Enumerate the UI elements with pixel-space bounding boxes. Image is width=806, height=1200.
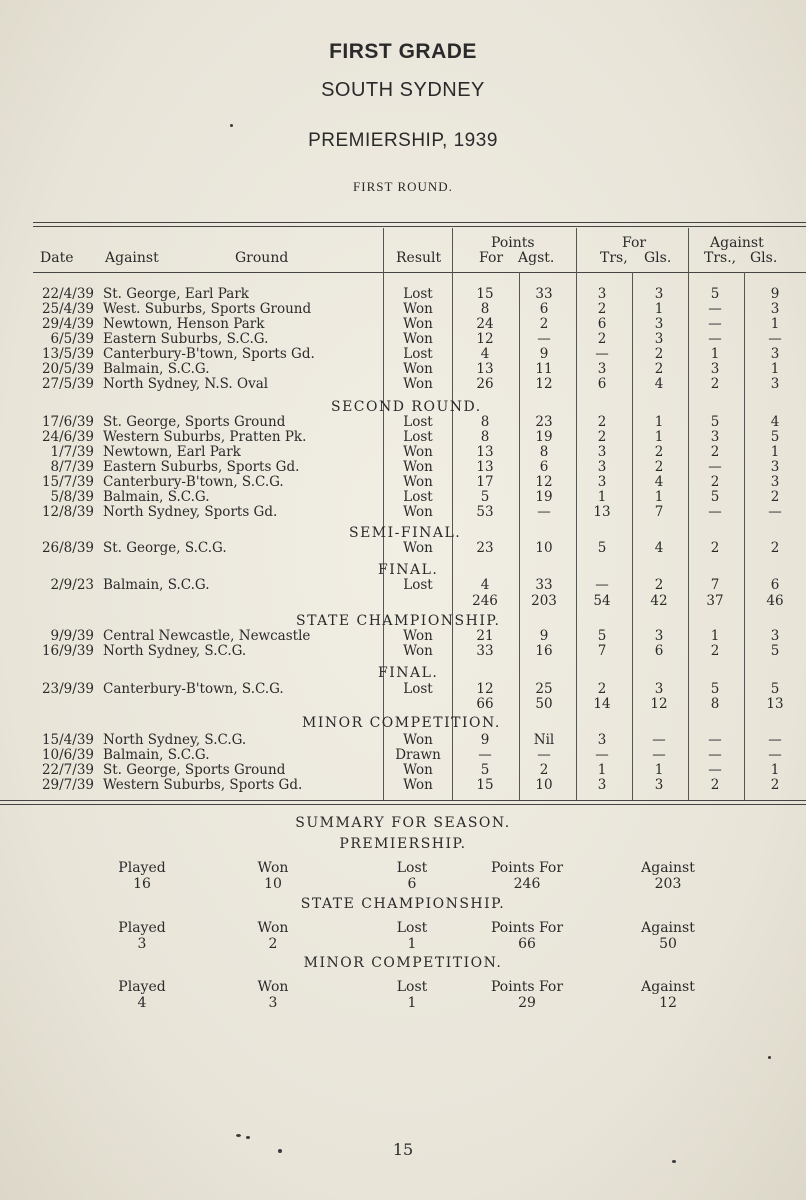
page-title: FIRST GRADE — [329, 40, 477, 63]
cell-fg: 3 — [654, 331, 664, 347]
cell-ag: 4 — [770, 414, 780, 430]
cell-ft: 1 — [597, 489, 607, 505]
table-row — [0, 302, 806, 317]
cell-date: 22/7/39 — [41, 762, 94, 778]
section-second-round: SECOND ROUND. — [331, 399, 482, 415]
cell-ag: 3 — [770, 474, 780, 490]
cell-date: 22/4/39 — [41, 286, 94, 302]
cell-result: Won — [403, 732, 433, 748]
cell-pa: 2 — [539, 316, 549, 332]
cell-at: — — [708, 459, 722, 475]
state-total-pa: 50 — [535, 696, 553, 712]
cell-pf: 15 — [476, 286, 494, 302]
cell-date: 25/4/39 — [41, 301, 94, 317]
cell-ft: 3 — [597, 361, 607, 377]
cell-pf: — — [478, 747, 492, 763]
cell-fg: — — [652, 732, 666, 748]
cell-pa: 19 — [535, 429, 553, 445]
header-against-group: Against — [710, 235, 764, 251]
cell-date: 29/4/39 — [41, 316, 94, 332]
cell-ag: 1 — [770, 361, 780, 377]
cell-pf: 12 — [476, 331, 494, 347]
cell-ft: 5 — [597, 628, 607, 644]
cell-match: West. Suburbs, Sports Ground — [103, 301, 312, 317]
cell-at: 2 — [710, 777, 720, 793]
table-row — [0, 505, 806, 520]
paper-speck — [230, 124, 233, 127]
cell-date: 15/7/39 — [41, 474, 94, 490]
cell-match: Canterbury-B'town, Sports Gd. — [103, 346, 315, 362]
header-points: Points — [491, 235, 535, 251]
cell-result: Won — [403, 777, 433, 793]
cell-match: St. George, S.C.G. — [103, 540, 227, 556]
cell-pa: Nil — [533, 732, 555, 748]
header-rule — [33, 272, 806, 273]
cell-date: 17/6/39 — [41, 414, 94, 430]
cell-ft: 2 — [597, 681, 607, 697]
cell-pa: 10 — [535, 777, 553, 793]
cell-ft: 2 — [597, 429, 607, 445]
cell-pa: 9 — [539, 628, 549, 644]
state-lost: Lost 1 — [396, 920, 428, 952]
cell-ag: 3 — [770, 301, 780, 317]
cell-ft: 2 — [597, 414, 607, 430]
state-total-at: 8 — [710, 696, 720, 712]
cell-date: 29/7/39 — [41, 777, 94, 793]
competition-title: PREMIERSHIP, 1939 — [308, 130, 498, 151]
cell-ft: 6 — [597, 316, 607, 332]
table-top-rule — [33, 222, 806, 223]
total-pf: 246 — [472, 593, 498, 609]
section-semi-final: SEMI-FINAL. — [349, 525, 462, 541]
cell-ft: 3 — [597, 732, 607, 748]
cell-result: Won — [403, 540, 433, 556]
cell-result: Lost — [403, 489, 433, 505]
cell-fg: 3 — [654, 628, 664, 644]
cell-ag: 1 — [770, 444, 780, 460]
table-row — [0, 541, 806, 556]
cell-at: — — [708, 732, 722, 748]
minor-played: Played 4 — [118, 979, 166, 1011]
cell-pf: 13 — [476, 444, 494, 460]
cell-fg: 2 — [654, 361, 664, 377]
cell-result: Won — [403, 628, 433, 644]
table-row — [0, 362, 806, 377]
cell-match: Eastern Suburbs, Sports Gd. — [103, 459, 300, 475]
cell-match: Newtown, Earl Park — [103, 444, 241, 460]
state-total-pf: 66 — [476, 696, 494, 712]
cell-fg: 2 — [654, 346, 664, 362]
round-title: FIRST ROUND. — [353, 179, 453, 194]
summary-title: SUMMARY FOR SEASON. — [295, 815, 511, 831]
paper-speck — [278, 1149, 282, 1153]
cell-pa: 12 — [535, 474, 553, 490]
cell-ag: — — [768, 747, 782, 763]
cell-match: Western Suburbs, Pratten Pk. — [103, 429, 307, 445]
prem-points-for: Points For 246 — [490, 860, 564, 892]
cell-ft: 3 — [597, 286, 607, 302]
cell-pa: — — [537, 747, 551, 763]
state-total-ft: 14 — [593, 696, 611, 712]
cell-result: Won — [403, 376, 433, 392]
cell-at: 5 — [710, 489, 720, 505]
paper-speck — [236, 1134, 241, 1137]
prem-against: Against 203 — [641, 860, 695, 892]
cell-match: North Sydney, N.S. Oval — [103, 376, 269, 392]
cell-pf: 21 — [476, 628, 494, 644]
header-result: Result — [396, 250, 442, 266]
total-ft: 54 — [593, 593, 611, 609]
header-against: Against — [105, 250, 159, 266]
cell-at: 5 — [710, 286, 720, 302]
prem-won: Won 10 — [257, 860, 289, 892]
table-row — [0, 430, 806, 445]
cell-pf: 26 — [476, 376, 494, 392]
cell-at: 2 — [710, 444, 720, 460]
cell-match: Canterbury-B'town, S.C.G. — [103, 681, 284, 697]
cell-pa: — — [537, 331, 551, 347]
table-row — [0, 377, 806, 392]
cell-at: 1 — [710, 628, 720, 644]
cell-fg: 1 — [654, 429, 664, 445]
table-row — [0, 629, 806, 644]
cell-pa: 10 — [535, 540, 553, 556]
cell-result: Lost — [403, 286, 433, 302]
cell-pa: 9 — [539, 346, 549, 362]
minor-against: Against 12 — [641, 979, 695, 1011]
minor-won: Won 3 — [257, 979, 289, 1011]
cell-pa: 33 — [535, 286, 553, 302]
paper-speck — [672, 1160, 676, 1163]
cell-date: 24/6/39 — [41, 429, 94, 445]
cell-ag: — — [768, 331, 782, 347]
paper-speck — [246, 1136, 250, 1139]
state-total-ag: 13 — [766, 696, 784, 712]
cell-date: 5/8/39 — [50, 489, 94, 505]
cell-date: 9/9/39 — [50, 628, 94, 644]
table-row — [0, 644, 806, 659]
cell-at: — — [708, 301, 722, 317]
header-date: Date — [40, 250, 74, 266]
cell-date: 16/9/39 — [41, 643, 94, 659]
cell-ag: 2 — [770, 540, 780, 556]
cell-pf: 5 — [480, 762, 490, 778]
cell-match: Eastern Suburbs, S.C.G. — [103, 331, 269, 347]
cell-result: Lost — [403, 414, 433, 430]
section-minor-competition: MINOR COMPETITION. — [302, 715, 501, 731]
cell-pf: 8 — [480, 414, 490, 430]
premiership-totals-row — [0, 594, 806, 609]
header-for-gls: Gls. — [644, 250, 672, 266]
state-totals-row — [0, 697, 806, 712]
cell-ft: — — [595, 346, 609, 362]
cell-result: Lost — [403, 346, 433, 362]
cell-pf: 53 — [476, 504, 494, 520]
cell-pf: 15 — [476, 777, 494, 793]
cell-pf: 4 — [480, 577, 490, 593]
cell-pa: 11 — [535, 361, 553, 377]
cell-result: Won — [403, 444, 433, 460]
cell-pa: 2 — [539, 762, 549, 778]
cell-ag: 3 — [770, 628, 780, 644]
cell-match: St. George, Sports Ground — [103, 414, 286, 430]
cell-date: 15/4/39 — [41, 732, 94, 748]
cell-at: 5 — [710, 681, 720, 697]
cell-match: Western Suburbs, Sports Gd. — [103, 777, 303, 793]
cell-pf: 5 — [480, 489, 490, 505]
table-row — [0, 682, 806, 697]
cell-pa: 23 — [535, 414, 553, 430]
cell-at: 2 — [710, 376, 720, 392]
summary-state-title: STATE CHAMPIONSHIP. — [300, 896, 506, 912]
cell-ag: 1 — [770, 316, 780, 332]
total-ag: 46 — [766, 593, 784, 609]
cell-ag: 1 — [770, 762, 780, 778]
cell-result: Lost — [403, 681, 433, 697]
cell-ag: 3 — [770, 346, 780, 362]
cell-pa: — — [537, 504, 551, 520]
cell-fg: 2 — [654, 459, 664, 475]
cell-result: Lost — [403, 577, 433, 593]
cell-match: Balmain, S.C.G. — [103, 747, 210, 763]
section-state-championship: STATE CHAMPIONSHIP. — [296, 613, 501, 629]
cell-pa: 33 — [535, 577, 553, 593]
cell-at: 2 — [710, 643, 720, 659]
cell-fg: 3 — [654, 286, 664, 302]
table-row — [0, 332, 806, 347]
cell-pf: 8 — [480, 301, 490, 317]
table-row — [0, 287, 806, 302]
cell-ag: — — [768, 504, 782, 520]
cell-ag: 9 — [770, 286, 780, 302]
cell-ag: 5 — [770, 681, 780, 697]
cell-ft: 3 — [597, 444, 607, 460]
cell-fg: 1 — [654, 414, 664, 430]
prem-lost: Lost 6 — [396, 860, 428, 892]
cell-pf: 9 — [480, 732, 490, 748]
minor-lost: Lost 1 — [396, 979, 428, 1011]
cell-ag: 3 — [770, 459, 780, 475]
cell-fg: 3 — [654, 316, 664, 332]
total-fg: 42 — [650, 593, 668, 609]
cell-date: 13/5/39 — [41, 346, 94, 362]
header-points-for: For — [479, 250, 504, 266]
cell-fg: 1 — [654, 489, 664, 505]
cell-at: 2 — [710, 474, 720, 490]
cell-pf: 23 — [476, 540, 494, 556]
cell-pa: 6 — [539, 301, 549, 317]
cell-fg: 4 — [654, 474, 664, 490]
cell-fg: 2 — [654, 577, 664, 593]
state-points-for: Points For 66 — [490, 920, 564, 952]
cell-result: Lost — [403, 429, 433, 445]
cell-pa: 25 — [535, 681, 553, 697]
cell-ft: 3 — [597, 459, 607, 475]
cell-ft: 2 — [597, 301, 607, 317]
cell-ft: 3 — [597, 474, 607, 490]
cell-date: 10/6/39 — [41, 747, 94, 763]
cell-at: 7 — [710, 577, 720, 593]
cell-ag: 6 — [770, 577, 780, 593]
summary-premiership-title: PREMIERSHIP. — [339, 836, 467, 852]
cell-match: Central Newcastle, Newcastle — [103, 628, 311, 644]
cell-at: — — [708, 504, 722, 520]
cell-pf: 33 — [476, 643, 494, 659]
cell-at: 3 — [710, 429, 720, 445]
table-row — [0, 748, 806, 763]
table-bottom-rule — [0, 800, 806, 801]
cell-match: St. George, Earl Park — [103, 286, 249, 302]
cell-pf: 13 — [476, 459, 494, 475]
total-pa: 203 — [531, 593, 557, 609]
cell-ag: — — [768, 732, 782, 748]
table-row — [0, 445, 806, 460]
table-top-rule-2 — [33, 226, 806, 227]
cell-fg: 3 — [654, 777, 664, 793]
total-at: 37 — [706, 593, 724, 609]
cell-pf: 24 — [476, 316, 494, 332]
cell-date: 26/8/39 — [41, 540, 94, 556]
cell-at: — — [708, 762, 722, 778]
summary-minor-title: MINOR COMPETITION. — [303, 955, 503, 971]
cell-pa: 16 — [535, 643, 553, 659]
cell-pa: 6 — [539, 459, 549, 475]
header-for: For — [622, 235, 647, 251]
cell-result: Won — [403, 331, 433, 347]
cell-ag: 2 — [770, 489, 780, 505]
cell-ag: 5 — [770, 429, 780, 445]
table-row — [0, 778, 806, 793]
cell-at: 3 — [710, 361, 720, 377]
section-final: FINAL. — [378, 562, 439, 578]
header-against-gls: Gls. — [750, 250, 778, 266]
cell-pf: 13 — [476, 361, 494, 377]
cell-pa: 8 — [539, 444, 549, 460]
cell-result: Won — [403, 459, 433, 475]
cell-result: Won — [403, 316, 433, 332]
cell-at: — — [708, 316, 722, 332]
cell-ft: 7 — [597, 643, 607, 659]
table-row — [0, 460, 806, 475]
cell-match: Balmain, S.C.G. — [103, 489, 210, 505]
cell-ft: — — [595, 577, 609, 593]
table-row — [0, 578, 806, 593]
cell-pf: 4 — [480, 346, 490, 362]
cell-match: Newtown, Henson Park — [103, 316, 265, 332]
state-total-fg: 12 — [650, 696, 668, 712]
cell-result: Won — [403, 504, 433, 520]
table-row — [0, 347, 806, 362]
cell-match: North Sydney, S.C.G. — [103, 732, 247, 748]
cell-match: St. George, Sports Ground — [103, 762, 286, 778]
cell-match: North Sydney, Sports Gd. — [103, 504, 278, 520]
cell-fg: 2 — [654, 444, 664, 460]
cell-pf: 12 — [476, 681, 494, 697]
cell-ft: 1 — [597, 762, 607, 778]
header-ground: Ground — [235, 250, 289, 266]
cell-result: Won — [403, 361, 433, 377]
cell-date: 8/7/39 — [50, 459, 94, 475]
section-state-final: FINAL. — [378, 665, 439, 681]
cell-date: 12/8/39 — [41, 504, 94, 520]
state-against: Against 50 — [641, 920, 695, 952]
cell-at: — — [708, 747, 722, 763]
cell-ft: 3 — [597, 777, 607, 793]
cell-match: North Sydney, S.C.G. — [103, 643, 247, 659]
cell-ft: 5 — [597, 540, 607, 556]
cell-match: Balmain, S.C.G. — [103, 577, 210, 593]
cell-fg: 4 — [654, 376, 664, 392]
cell-result: Drawn — [395, 747, 441, 763]
header-points-agst: Agst. — [518, 250, 555, 266]
cell-ft: 6 — [597, 376, 607, 392]
cell-ft: 13 — [593, 504, 611, 520]
cell-at: 5 — [710, 414, 720, 430]
header-for-trs: Trs, — [600, 250, 628, 266]
cell-result: Won — [403, 762, 433, 778]
cell-pa: 12 — [535, 376, 553, 392]
cell-ft: 2 — [597, 331, 607, 347]
cell-fg: 1 — [654, 301, 664, 317]
table-row — [0, 733, 806, 748]
cell-match: Balmain, S.C.G. — [103, 361, 210, 377]
cell-match: Canterbury-B'town, S.C.G. — [103, 474, 284, 490]
cell-ft: — — [595, 747, 609, 763]
table-row — [0, 490, 806, 505]
cell-result: Won — [403, 474, 433, 490]
cell-date: 1/7/39 — [50, 444, 94, 460]
prem-played: Played 16 — [118, 860, 166, 892]
cell-ag: 5 — [770, 643, 780, 659]
table-row — [0, 415, 806, 430]
state-won: Won 2 — [257, 920, 289, 952]
cell-fg: 3 — [654, 681, 664, 697]
club-name: SOUTH SYDNEY — [321, 79, 485, 101]
cell-fg: 4 — [654, 540, 664, 556]
cell-ag: 3 — [770, 376, 780, 392]
cell-date: 6/5/39 — [50, 331, 94, 347]
header-against-trs: Trs., — [704, 250, 737, 266]
table-row — [0, 317, 806, 332]
cell-ag: 2 — [770, 777, 780, 793]
cell-pf: 17 — [476, 474, 494, 490]
cell-at: 2 — [710, 540, 720, 556]
cell-date: 2/9/23 — [50, 577, 94, 593]
cell-fg: — — [652, 747, 666, 763]
minor-points-for: Points For 29 — [490, 979, 564, 1011]
cell-at: — — [708, 331, 722, 347]
cell-result: Won — [403, 301, 433, 317]
cell-date: 27/5/39 — [41, 376, 94, 392]
state-played: Played 3 — [118, 920, 166, 952]
page-number: 15 — [392, 1140, 414, 1159]
cell-at: 1 — [710, 346, 720, 362]
cell-fg: 6 — [654, 643, 664, 659]
cell-date: 23/9/39 — [41, 681, 94, 697]
cell-fg: 1 — [654, 762, 664, 778]
cell-fg: 7 — [654, 504, 664, 520]
cell-pf: 8 — [480, 429, 490, 445]
table-row — [0, 763, 806, 778]
paper-speck — [768, 1056, 771, 1059]
cell-result: Won — [403, 643, 433, 659]
cell-date: 20/5/39 — [41, 361, 94, 377]
table-row — [0, 475, 806, 490]
table-bottom-rule-2 — [0, 804, 806, 805]
cell-pa: 19 — [535, 489, 553, 505]
